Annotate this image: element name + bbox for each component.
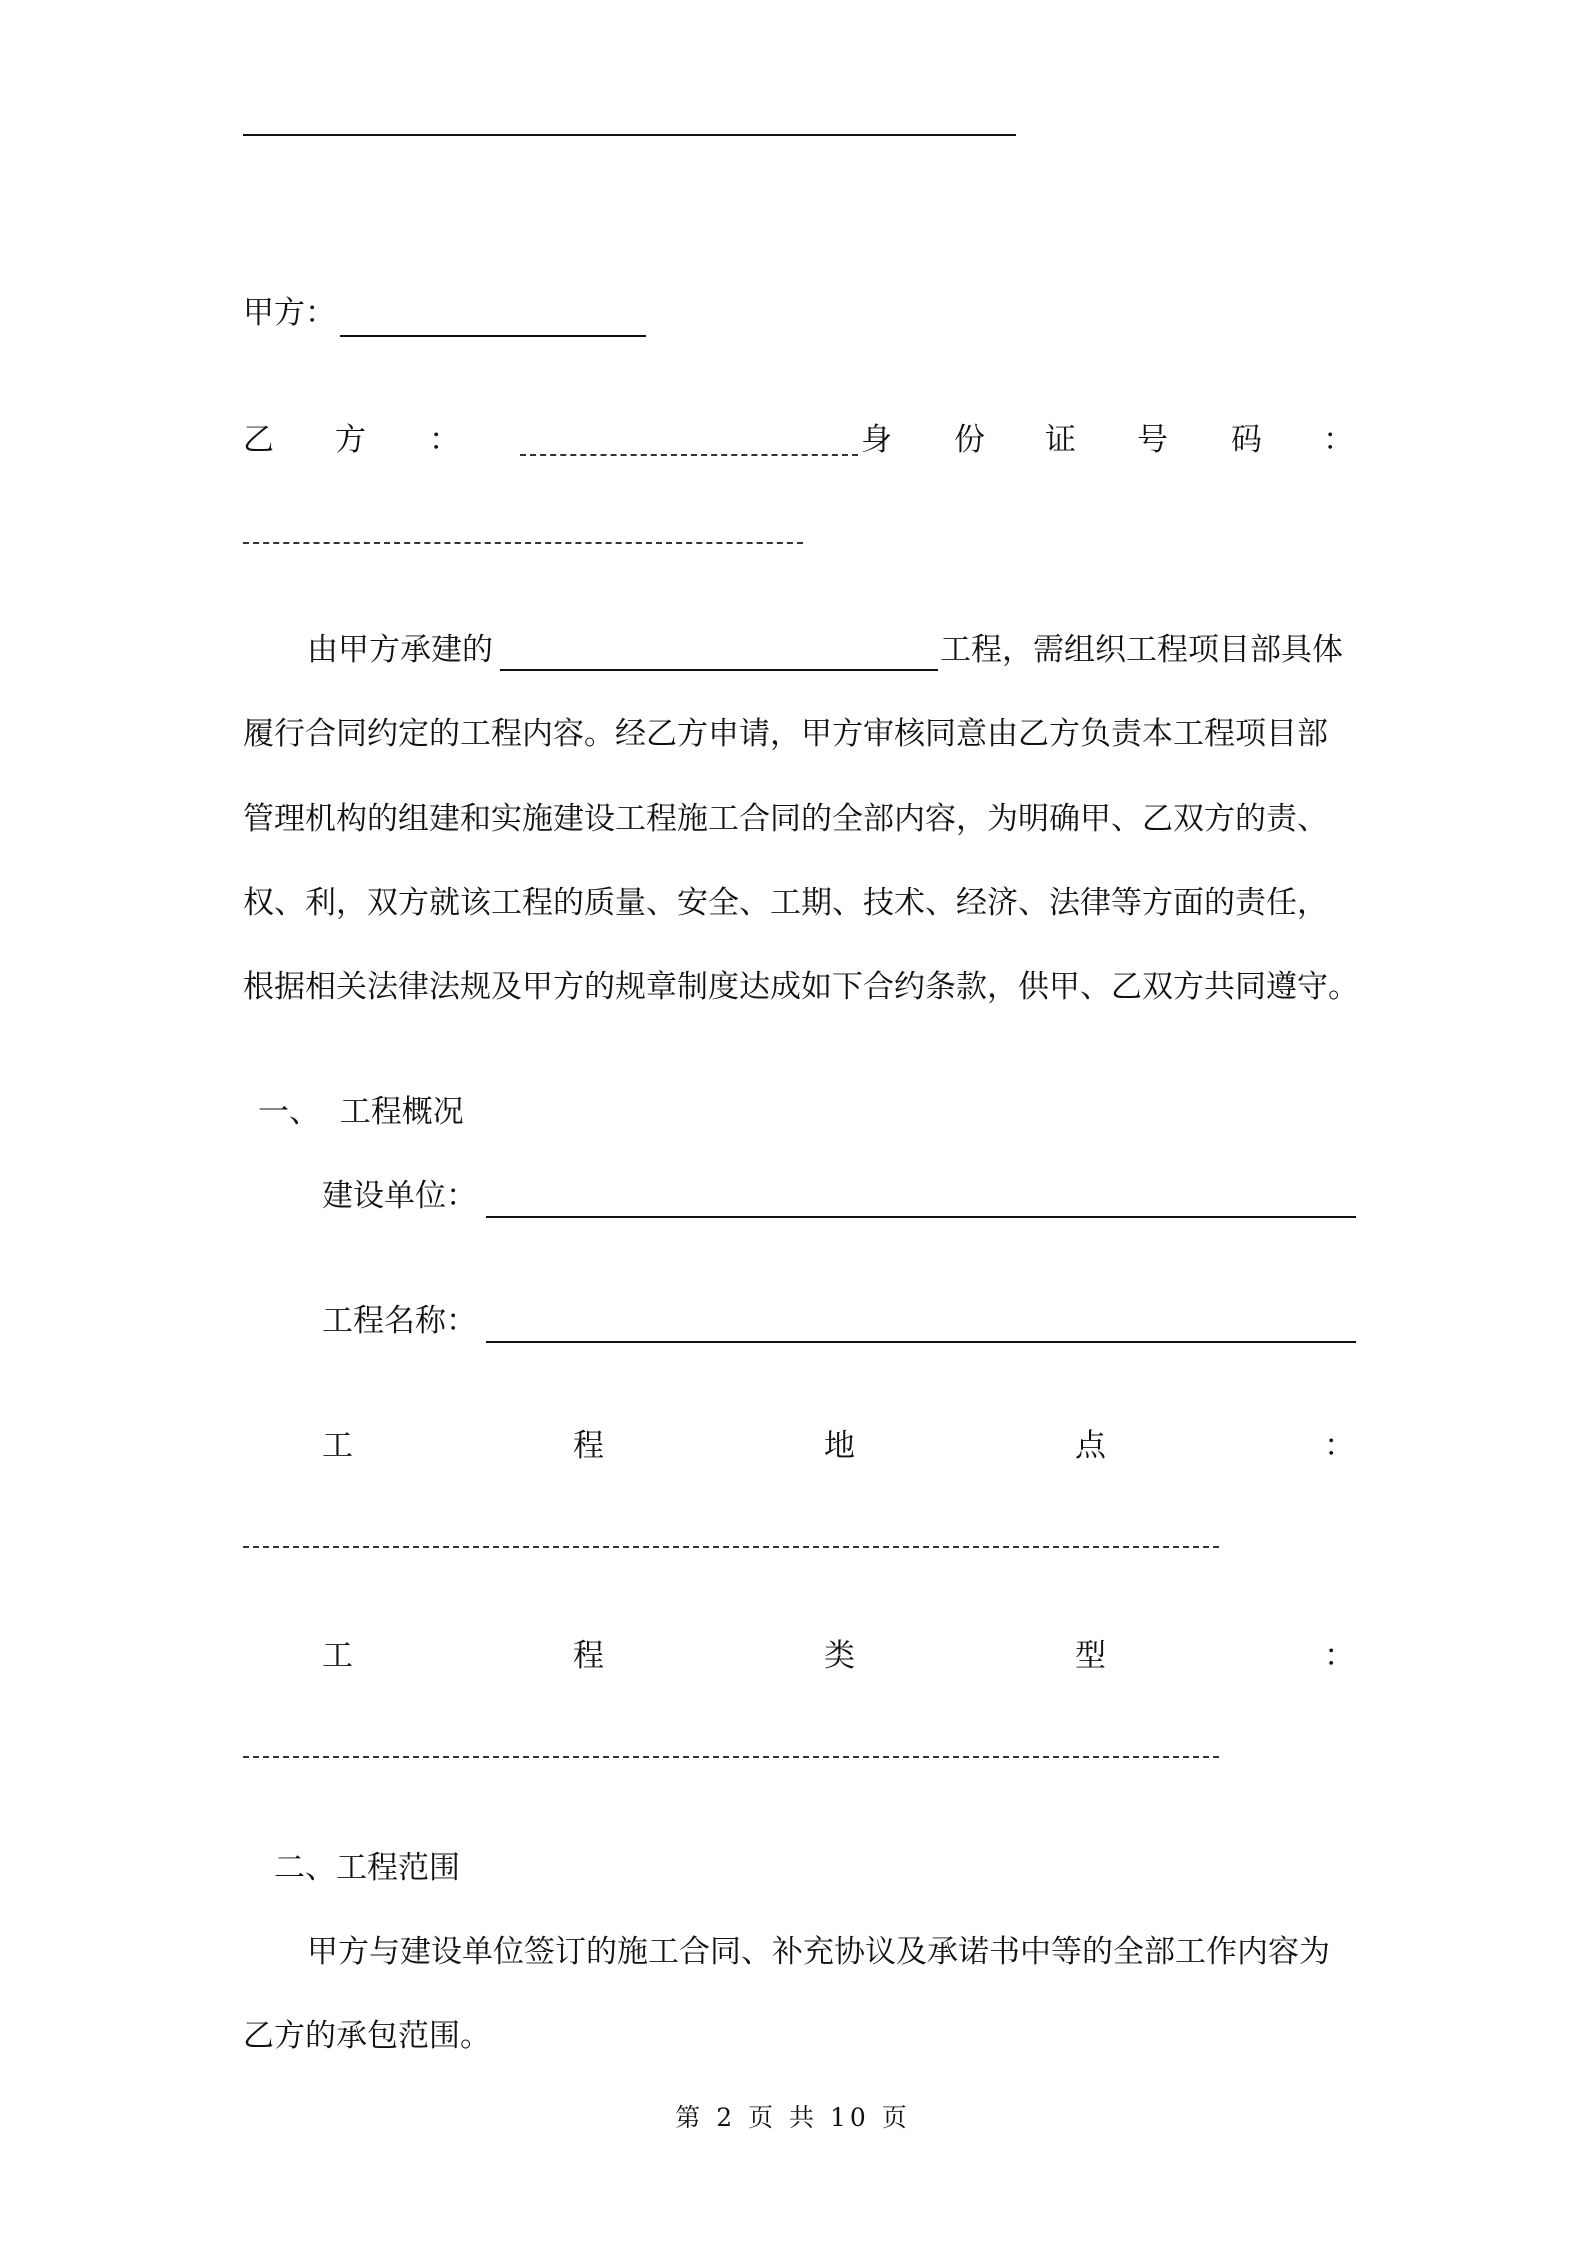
location-char-2: 程 — [573, 1428, 604, 1464]
intro-line-3: 管理机构的组建和实施建设工程施工合同的全部内容，为明确甲、乙双方的责、 — [243, 801, 1328, 837]
location-char-3: 地 — [824, 1428, 855, 1464]
project-blank-line[interactable] — [500, 669, 938, 671]
party-b-char-3: ： — [429, 422, 460, 458]
construction-unit-label: 建设单位： — [322, 1178, 477, 1214]
type-char-5: ： — [1324, 1638, 1355, 1674]
id-label-char-4: 号 — [1137, 422, 1168, 458]
project-name-blank-line[interactable] — [486, 1341, 1356, 1343]
location-char-5: ： — [1324, 1428, 1355, 1464]
type-char-4: 型 — [1075, 1638, 1106, 1674]
id-label-char-2: 份 — [954, 422, 985, 458]
section-2-line-1: 甲方与建设单位签订的施工合同、补充协议及承诺书中等的全部工作内容为 — [307, 1934, 1330, 1970]
location-char-1: 工 — [322, 1428, 353, 1464]
id-label-char-5: 码 — [1231, 422, 1262, 458]
id-number-blank-line[interactable] — [243, 542, 803, 544]
intro-line-5: 根据相关法律法规及甲方的规章制度达成如下合约条款，供甲、乙双方共同遵守。 — [243, 969, 1359, 1005]
location-char-4: 点 — [1075, 1428, 1106, 1464]
id-label-char-3: 证 — [1045, 422, 1076, 458]
intro-line-2: 履行合同约定的工程内容。经乙方申请，甲方审核同意由乙方负责本工程项目部 — [243, 716, 1328, 752]
section-1-title: 一、 工程概况 — [258, 1094, 464, 1130]
section-2-title: 二、工程范围 — [274, 1850, 460, 1886]
party-b-row — [243, 420, 1354, 460]
top-blank-line — [243, 134, 1016, 136]
party-a-blank-line[interactable] — [340, 335, 646, 337]
party-b-char-1: 乙 — [243, 422, 274, 458]
project-location-row — [322, 1426, 1355, 1466]
intro-line-4: 权、利，双方就该工程的质量、安全、工期、技术、经济、法律等方面的责任， — [243, 885, 1328, 921]
project-name-label: 工程名称： — [322, 1303, 477, 1339]
construction-unit-blank-line[interactable] — [486, 1216, 1356, 1218]
type-char-1: 工 — [322, 1638, 353, 1674]
intro-suffix: 工程，需组织工程项目部具体 — [940, 632, 1343, 668]
id-label-char-6: ： — [1323, 422, 1354, 458]
project-type-blank-line[interactable] — [243, 1756, 1219, 1758]
party-b-char-2: 方 — [335, 422, 366, 458]
page-number-footer: 第 2 页 共 10 页 — [675, 2103, 911, 2132]
project-type-row — [322, 1636, 1355, 1676]
party-a-label: 甲方： — [243, 295, 336, 331]
party-b-blank-line[interactable] — [520, 454, 858, 456]
section-2-line-2: 乙方的承包范围。 — [243, 2018, 491, 2054]
id-label-char-1: 身 — [861, 422, 892, 458]
project-location-blank-line[interactable] — [243, 1546, 1219, 1548]
intro-prefix: 由甲方承建的 — [307, 632, 493, 668]
type-char-3: 类 — [824, 1638, 855, 1674]
type-char-2: 程 — [573, 1638, 604, 1674]
